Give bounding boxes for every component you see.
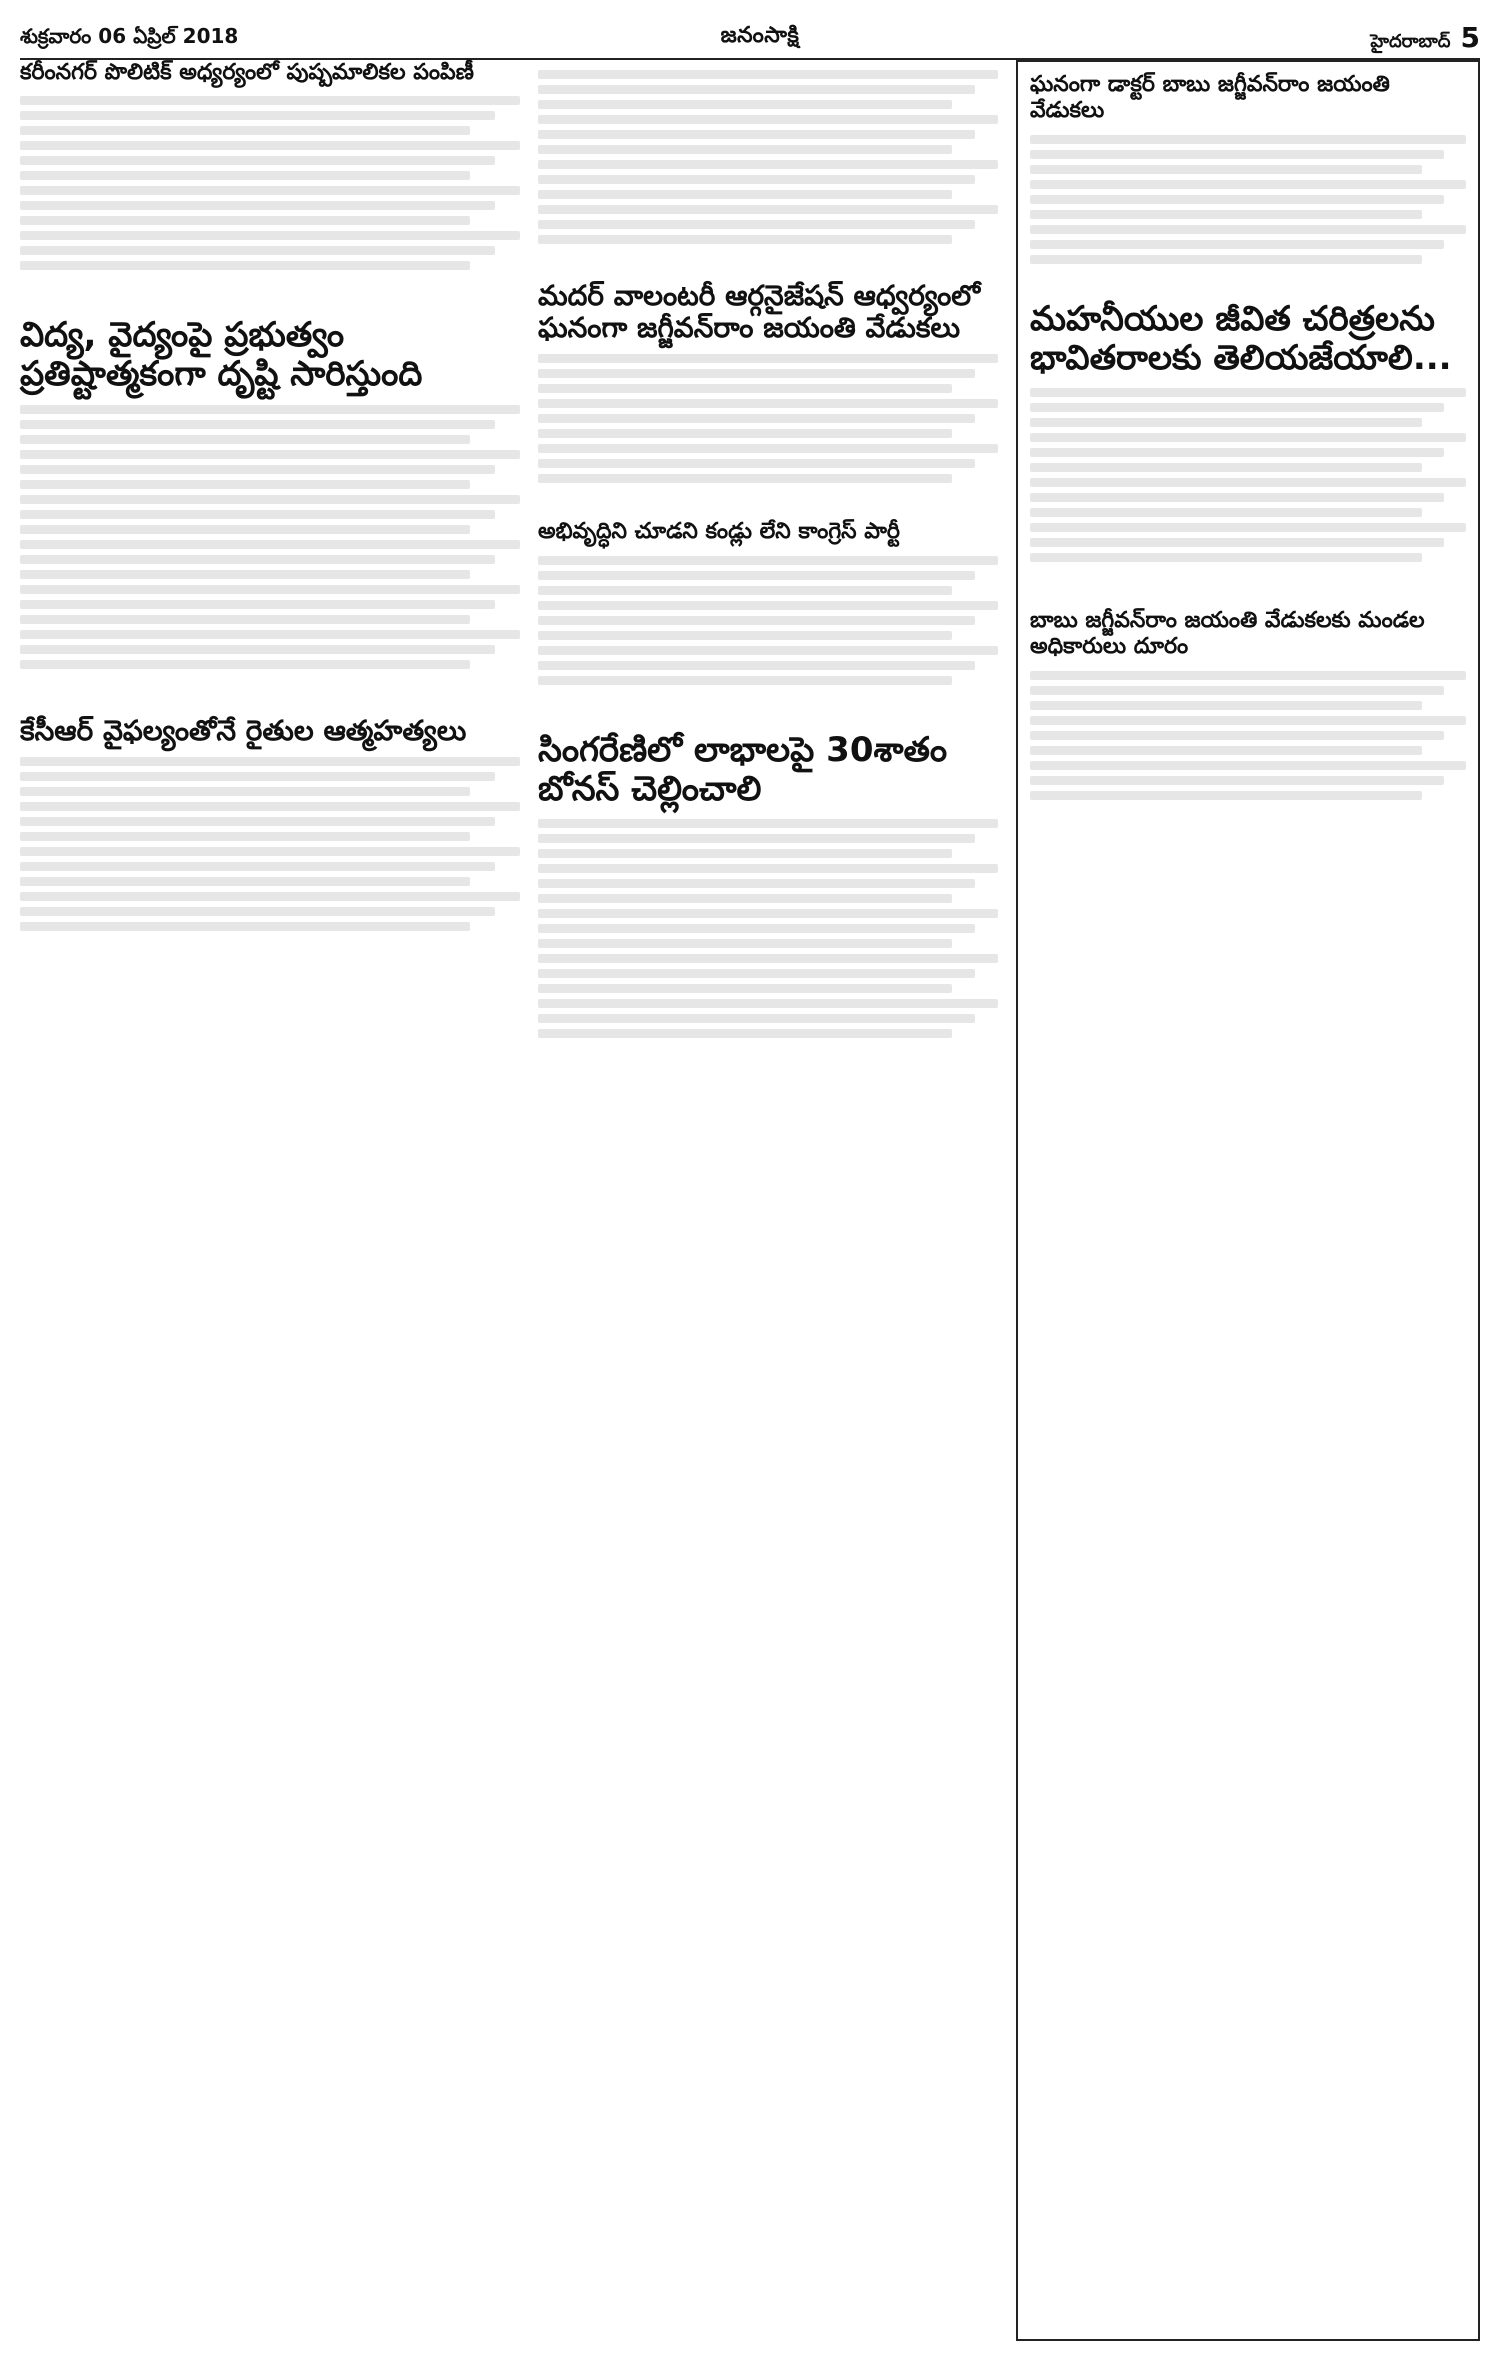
middle-feature-headline: సింగరేణిలో లాభాలపై 30శాతం బోనస్ చెల్లించాలి (538, 729, 948, 809)
right-box-body-3 (1030, 671, 1466, 800)
middle-secondary-headline: అభివృద్ధిని చూడని కండ్లు లేని కాంగ్రెస్ పార్టీ (538, 519, 900, 545)
right-box-body-1 (1030, 135, 1466, 264)
right-column (1016, 60, 1480, 2341)
left-bottom-body (20, 757, 520, 931)
left-mid-headline: విద్య, వైద్యంపై ప్రభుత్వం ప్రతిష్టాత్మకంగా దృష్టి సారిస్తుంది (20, 315, 423, 395)
middle-top-body (538, 70, 998, 244)
content-columns (20, 60, 1480, 2341)
middle-feature-body (538, 819, 998, 1038)
middle-column (538, 60, 998, 2341)
page-location (1180, 21, 1480, 56)
publication-name: జనంసాక్షి (720, 23, 800, 48)
middle-top-headline: మదర్ వాలంటరీ ఆర్గనైజేషన్ ఆధ్వర్యంలో ఘనంగా జగ్జీవన్‌రాం జయంతి వేడుకలు (538, 279, 981, 345)
middle-body-2 (538, 556, 998, 685)
right-box-body-2 (1030, 388, 1466, 562)
city-name: హైదరాబాద్ (1370, 30, 1451, 52)
right-bottom-headline: బాబు జగ్జీవన్‌రాం జయంతి వేడుకలకు మండల అధికారులు దూరం (1030, 607, 1425, 660)
issue-date: శుక్రవారం 06 ఏప్రిల్ 2018 (20, 23, 239, 48)
left-bottom-headline: కేసీఆర్ వైఫల్యంతోనే రైతుల ఆత్మహత్యలు (20, 713, 467, 747)
right-boxed-column (1016, 60, 1480, 2341)
left-mid-body (20, 405, 520, 669)
top-header (20, 18, 1480, 60)
right-box-title: ఘనంగా డాక్టర్ బాబు జగ్జీవన్‌రాం జయంతి వేడుకలు (1030, 72, 1390, 124)
page-number: 5 (1460, 20, 1480, 54)
right-feature-headline: మహనీయుల జీవిత చరిత్రలను భావితరాలకు తెలియజేయాలి... (1030, 298, 1452, 378)
left-column (20, 60, 520, 2341)
middle-body-1 (538, 354, 998, 483)
left-lead-headline: కరీంనగర్ పొలిటిక్ అధ్యర్యంలో పుష్పమాలికల పంపిణీ (20, 60, 474, 85)
left-lead-body (20, 96, 520, 270)
